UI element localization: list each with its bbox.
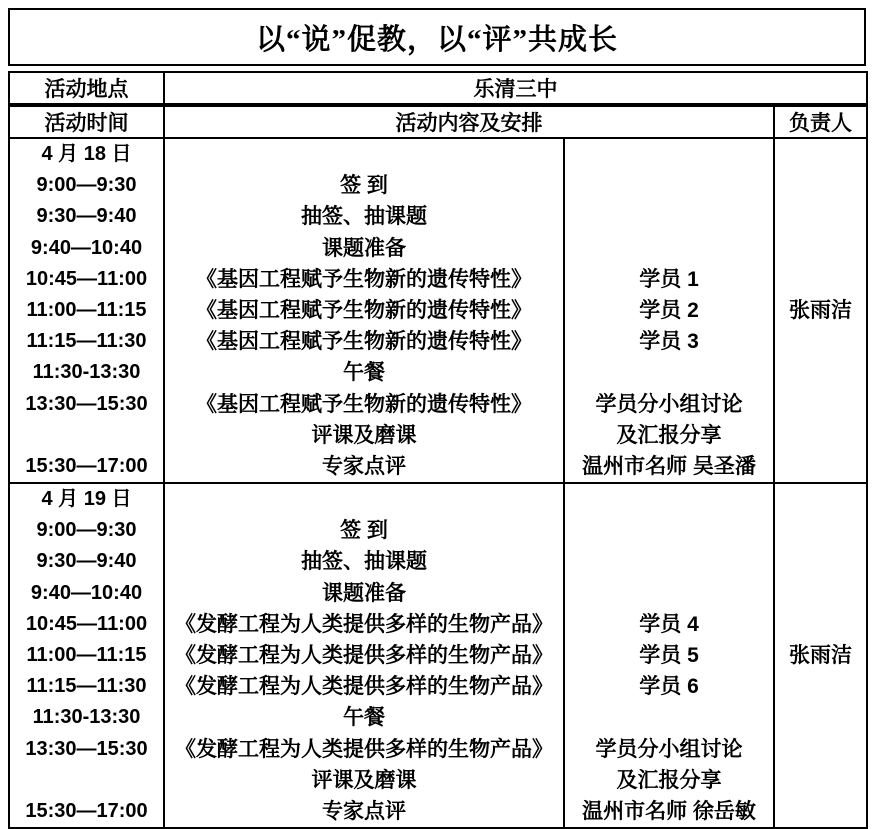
content-line xyxy=(165,139,563,170)
time-line: 10:45—11:00 xyxy=(25,612,148,635)
content-line: 《基因工程赋予生物新的遗传特性》 xyxy=(196,392,532,416)
leader-cell xyxy=(774,483,867,828)
note-line: 学员分小组讨论 xyxy=(595,737,743,761)
content-line: 《发酵工程为人类提供多样的生物产品》 xyxy=(175,737,553,761)
time-line: 9:00—9:30 xyxy=(36,174,137,197)
note-line xyxy=(565,357,773,388)
content-line: 午餐 xyxy=(343,706,385,730)
note-line: 及汇报分享 xyxy=(616,768,722,792)
day-section-row xyxy=(9,138,867,483)
time-lines-cell xyxy=(9,483,164,828)
time-line: 9:40—10:40 xyxy=(30,236,143,259)
header-leader: 负责人 xyxy=(774,106,867,138)
time-line: 9:30—9:40 xyxy=(36,550,137,573)
time-line: 9:30—9:40 xyxy=(36,205,137,228)
location-table xyxy=(8,71,868,105)
time-line: 15:30—17:00 xyxy=(25,454,148,477)
leader-name: 张雨洁 xyxy=(789,298,852,322)
header-content: 活动内容及安排 xyxy=(164,106,774,138)
content-line: 《发酵工程为人类提供多样的生物产品》 xyxy=(175,675,553,699)
time-line: 9:00—9:30 xyxy=(36,519,137,542)
content-line: 课题准备 xyxy=(322,581,406,605)
content-line: 签 到 xyxy=(340,519,388,543)
time-line: 11:15—11:30 xyxy=(26,330,147,353)
content-line: 签 到 xyxy=(340,174,388,198)
location-label: 活动地点 xyxy=(9,72,164,104)
note-line xyxy=(565,170,773,201)
note-line xyxy=(565,484,773,515)
time-line: 11:00—11:15 xyxy=(26,298,147,321)
location-value: 乐清三中 xyxy=(164,72,867,104)
time-line xyxy=(10,420,163,451)
schedule-header-row xyxy=(9,106,867,138)
content-line: 《发酵工程为人类提供多样的生物产品》 xyxy=(175,612,553,636)
content-line: 抽签、抽课题 xyxy=(301,205,427,229)
content-line: 《基因工程赋予生物新的遗传特性》 xyxy=(196,267,532,291)
header-time: 活动时间 xyxy=(9,106,164,138)
schedule-table xyxy=(8,105,868,829)
content-lines-cell xyxy=(164,138,564,483)
content-line: 《基因工程赋予生物新的遗传特性》 xyxy=(196,298,532,322)
content-line: 专家点评 xyxy=(322,799,406,823)
note-line xyxy=(565,233,773,264)
location-row xyxy=(9,72,867,104)
time-line: 13:30—15:30 xyxy=(25,737,148,760)
content-line: 课题准备 xyxy=(322,236,406,260)
content-line: 评课及磨课 xyxy=(311,768,417,792)
schedule-document xyxy=(8,8,866,829)
content-line: 评课及磨课 xyxy=(311,423,417,447)
time-line: 11:00—11:15 xyxy=(26,644,147,666)
note-line: 学员 2 xyxy=(639,298,699,322)
note-line: 温州市名师 吴圣潘 xyxy=(582,454,756,478)
content-line: 《发酵工程为人类提供多样的生物产品》 xyxy=(175,644,553,667)
time-line: 11:30-13:30 xyxy=(32,361,141,384)
content-line: 抽签、抽课题 xyxy=(301,550,427,574)
note-line xyxy=(565,702,773,733)
time-line: 11:30-13:30 xyxy=(32,706,141,729)
note-lines-cell xyxy=(564,138,774,483)
time-line: 15:30—17:00 xyxy=(25,799,148,822)
note-line: 学员分小组讨论 xyxy=(595,392,743,416)
note-line xyxy=(565,578,773,609)
note-line xyxy=(565,515,773,546)
time-line: 10:45—11:00 xyxy=(25,267,148,290)
content-lines-cell xyxy=(164,483,564,828)
time-line xyxy=(10,765,163,796)
time-line: 9:40—10:40 xyxy=(30,581,143,604)
time-lines-cell xyxy=(9,138,164,483)
day-section-row xyxy=(9,483,867,828)
note-line: 温州市名师 徐岳敏 xyxy=(582,799,756,823)
note-lines-cell xyxy=(564,483,774,828)
document-title: 以“说”促教，以“评”共成长 xyxy=(8,8,866,66)
leader-name: 张雨洁 xyxy=(789,644,852,667)
note-line: 学员 1 xyxy=(639,267,699,291)
content-line xyxy=(165,484,563,515)
note-line: 学员 4 xyxy=(639,612,699,636)
content-line: 专家点评 xyxy=(322,454,406,478)
content-line: 午餐 xyxy=(343,361,385,385)
note-line: 及汇报分享 xyxy=(616,423,722,447)
note-line: 学员 5 xyxy=(639,644,699,667)
leader-cell xyxy=(774,138,867,483)
note-line: 学员 3 xyxy=(639,330,699,354)
note-line xyxy=(565,139,773,170)
note-line xyxy=(565,546,773,577)
note-line xyxy=(565,201,773,232)
time-line: 11:15—11:30 xyxy=(26,675,147,698)
content-line: 《基因工程赋予生物新的遗传特性》 xyxy=(196,330,532,354)
time-line: 4 月 19 日 xyxy=(41,488,132,511)
time-line: 4 月 18 日 xyxy=(41,143,132,165)
time-line: 13:30—15:30 xyxy=(25,392,148,415)
note-line: 学员 6 xyxy=(639,675,699,699)
